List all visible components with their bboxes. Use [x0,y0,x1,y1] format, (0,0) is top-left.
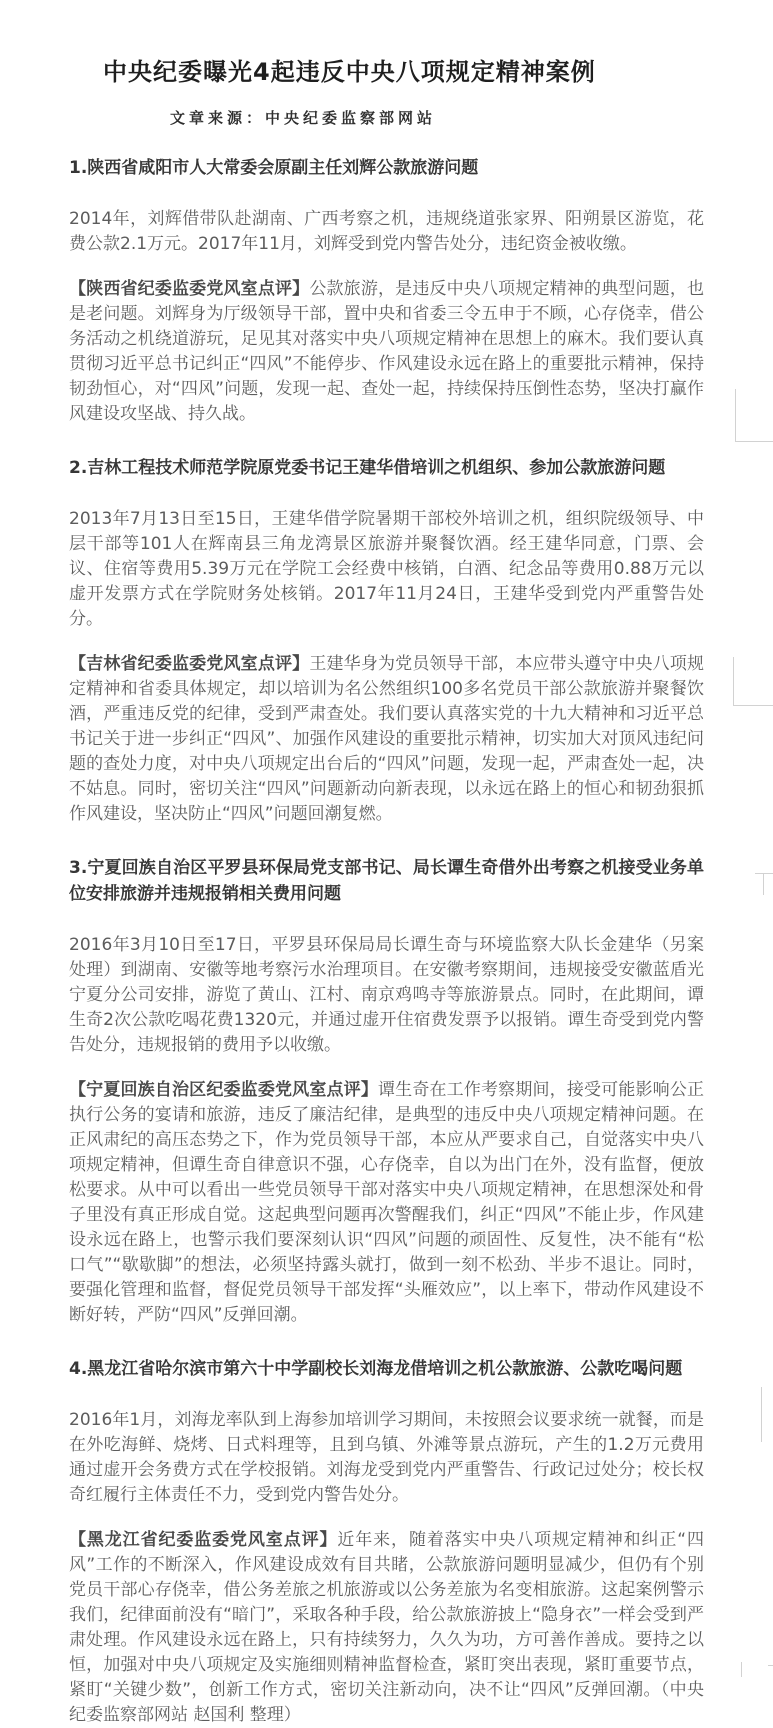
page-title: 中央纪委曝光4起违反中央八项规定精神案例 [103,58,596,86]
comment-paragraph [69,277,704,427]
article [0,57,773,1728]
comment-label: 【吉林省纪委监委党风室点评】 [69,654,310,674]
comment-text: 王建华身为党员领导干部，本应带头遵守中央八项规定精神和省委具体规定，却以培训为名公然组织100多名党员干部公款旅游并聚餐饮酒，严重违反党的纪律，受到严肃查处。我们要认真落实党的十九大精神和习近平总书记关于进一步纠正“四风”、加强作风建设的重要批示精神，切实加大对顶风违纪问题的查处力度，对中央八项规定出台后的“四风”问题，发现一起，严肃查处一起，决不姑息。同时，密切关注“四风”问题新动向新表现，以永远在路上的恒心和韧劲狠抓作风建设，坚决防止“四风”问题回潮复燃。 [69,654,705,824]
border-artifact-line [733,705,773,706]
section-heading: 2.吉林工程技术师范学院原党委书记王建华借培训之机组织、参加公款旅游问题 [69,458,666,478]
section-heading: 3.宁夏回族自治区平罗县环保局党支部书记、局长谭生奇借外出考察之机接受业务单位安排旅游并违规报销相关费用问题 [69,858,704,904]
border-artifact-line [768,1665,773,1666]
border-artifact-line [741,1662,742,1677]
case-section-2 [69,455,704,827]
border-artifact-line [733,657,734,705]
comment-text: 近年来，随着落实中央八项规定精神和纠正“四风”工作的不断深入，作风建设成效有目共睹，公款旅游问题明显减少，但仍有个别党员干部心存侥幸，借公务差旅之机旅游或以公务差旅为名变相旅游。这起案例警示我们，纪律面前没有“暗门”，采取各种手段，给公款旅游披上“隐身衣”一样会受到严肃处理。作风建设永远在路上，只有持续努力，久久为功，方可善作善成。要持之以恒，加强对中央八项规定及实施细则精神监督检查，紧盯突出表现，紧盯重要节点，紧盯“关键少数”，创新工作方式，密切关注新动向，决不让“四风”反弹回潮。（中央纪委监察部网站 赵国利 整理） [69,1530,705,1725]
case-section-3 [69,855,704,1328]
section-body: 2014年，刘辉借带队赴湖南、广西考察之机，违规绕道张家界、阳朔景区游览，花费公款2.1万元。2017年11月，刘辉受到党内警告处分，违纪资金被收缴。 [69,209,704,254]
section-heading: 1.陕西省咸阳市人大常委会原副主任刘辉公款旅游问题 [69,158,479,178]
border-artifact-line [735,441,773,442]
case-section-4 [69,1356,704,1728]
comment-text: 谭生奇在工作考察期间，接受可能影响公正执行公务的宴请和旅游，违反了廉洁纪律，是典型的违反中央八项规定精神问题。在正风肃纪的高压态势之下，作为党员领导干部，本应从严要求自己，自觉落实中央八项规定精神，但谭生奇自律意识不强，心存侥幸，自以为出门在外，没有监督，便放松要求。从中可以看出一些党员领导干部对落实中央八项规定精神，在思想深处和骨子里没有真正形成自觉。这起典型问题再次警醒我们，纠正“四风”不能止步，作风建设永远在路上，也警示我们要深刻认识“四风”问题的顽固性、反复性，决不能有“松口气”“歇歇脚”的想法，必须坚持露头就打，做到一刻不松劲、半步不退让。同时，要强化管理和监督，督促党员领导干部发挥“头雁效应”，以上率下，带动作风建设不断好转，严防“四风”反弹回潮。 [69,1080,704,1325]
border-artifact-line [761,1387,762,1442]
section-body: 2016年1月，刘海龙率队到上海参加培训学习期间，未按照会议要求统一就餐，而是在外吃海鲜、烧烤、日式料理等，且到乌镇、外滩等景点游玩，产生的1.2万元费用通过虚开会务费方式在学校报销。刘海龙受到党内严重警告、行政记过处分；校长权奇红履行主体责任不力，受到党内警告处分。 [69,1410,704,1505]
comment-text: 公款旅游，是违反中央八项规定精神的典型问题，也是老问题。刘辉身为厅级领导干部，置中央和省委三令五申于不顾，心存侥幸，借公务活动之机绕道游玩，足见其对落实中央八项规定精神在思想上的麻木。我们要认真贯彻习近平总书记纠正“四风”不能停步、作风建设永远在路上的重要批示精神，保持韧劲恒心，对“四风”问题，发现一起、查处一起，持续保持压倒性态势，坚决打赢作风建设攻坚战、持久战。 [69,279,705,424]
border-artifact-line [735,389,736,441]
section-body: 2016年3月10日至17日，平罗县环保局局长谭生奇与环境监察大队长金建华（另案处理）到湖南、安徽等地考察污水治理项目。在安徽考察期间，违规接受安徽蓝盾光宁夏分公司安排，游览了黄山、江村、南京鸡鸣寺等旅游景点。同时，在此期间，谭生奇2次公款吃喝花费1320元，并通过虚开住宿费发票予以报销。谭生奇受到党内警告处分，违规报销的费用予以收缴。 [69,935,704,1055]
section-body: 2013年7月13日至15日，王建华借学院暑期干部校外培训之机，组织院级领导、中层干部等101人在辉南县三角龙湾景区旅游并聚餐饮酒。经王建华同意，门票、会议、住宿等费用5.39万元在学院工会经费中核销，白酒、纪念品等费用0.88万元以虚开发票方式在学院财务处核销。2017年11月24日，王建华受到党内严重警告处分。 [69,509,704,629]
article-source: 文章来源：中央纪委监察部网站 [170,109,437,127]
border-artifact-line [763,873,764,895]
comment-label: 【宁夏回族自治区纪委监委党风室点评】 [69,1080,378,1100]
comment-paragraph [69,1528,704,1728]
comment-paragraph [69,652,704,827]
comment-label: 【陕西省纪委监委党风室点评】 [69,279,310,299]
case-section-1 [69,155,704,427]
section-heading: 4.黑龙江省哈尔滨市第六十中学副校长刘海龙借培训之机公款旅游、公款吃喝问题 [69,1359,683,1379]
comment-paragraph [69,1078,704,1328]
comment-label: 【黑龙江省纪委监委党风室点评】 [69,1530,338,1550]
border-artifact-line [755,873,773,874]
